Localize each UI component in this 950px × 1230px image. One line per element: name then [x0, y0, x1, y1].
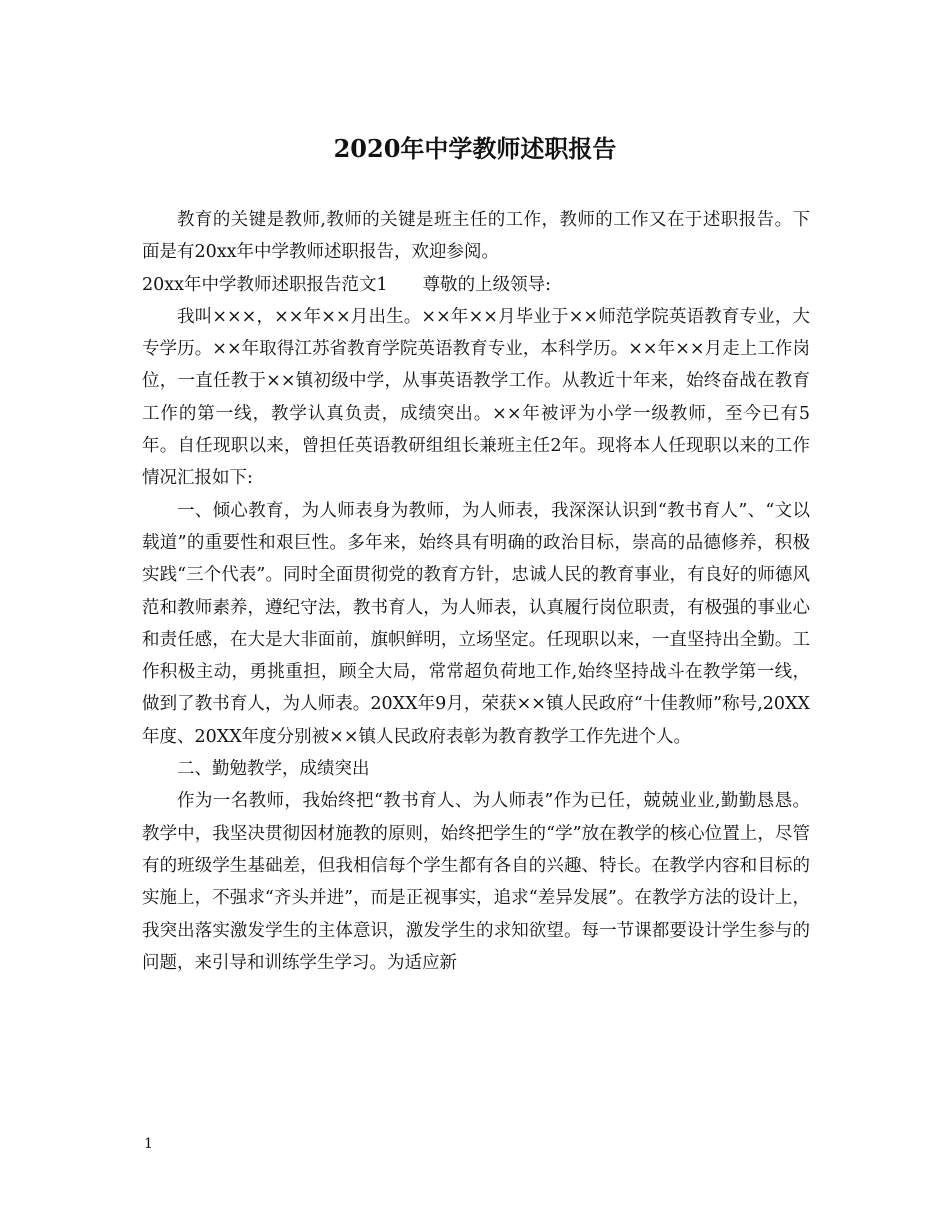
paragraph-section-two-body: 作为一名教师，我始终把“教书育人、为人师表”作为已任，兢兢业业,勤勤恳恳。教学中，我坚决贯彻因材施教的原则，始终把学生的“学”放在教学的核心位置上，尽管有的班级学生基础差，但我相信每个学生都有各自的兴趣、特长。在教学内容和目标的实施上，不强求“齐头并进”，而是正视事实，追求“差异发展”。在教学方法的设计上，我突出落实激发学生的主体意识，激发学生的求知欲望。每一节课都要设计学生参与的问题，来引导和训练学生学习。为适应新 [142, 791, 810, 973]
page-number: 1 [144, 1136, 153, 1152]
paragraph-sample-heading: 20xx年中学教师述职报告范文1 尊敬的上级领导: [142, 274, 552, 295]
paragraph-self-introduction: 我叫×××，××年××月出生。××年××月毕业于××师范学院英语教育专业，大专学历。××年取得江苏省教育学院英语教育专业，本科学历。××年××月走上工作岗位，一直任教于××镇初级中学，从事英语教学工作。从教近十年来，始终奋战在教育工作的第一线，教学认真负责，成绩突出。××年被评为小学一级教师，至今已有5年。自任现职以来，曾担任英语教研组组长兼班主任2年。现将本人任现职以来的工作情况汇报如下: [142, 306, 810, 489]
paragraph-intro: 教育的关键是教师,教师的关键是班主任的工作，教师的工作又在于述职报告。下面是有20xx年中学教师述职报告，欢迎参阅。 [142, 210, 810, 263]
paragraph-section-one: 一、倾心教育，为人师表身为教师，为人师表，我深深认识到“教书育人”、“文以载道”的重要性和艰巨性。多年来，始终具有明确的政治目标，崇高的品德修养，积极实践“三个代表”。同时全面贯彻党的教育方针，忠诚人民的教育事业，有良好的师德风范和教师素养，遵纪守法，教书育人，为人师表，认真履行岗位职责，有极强的事业心和责任感，在大是大非面前，旗帜鲜明，立场坚定。任现职以来，一直坚持出全勤。工作积极主动，勇挑重担，顾全大局，常常超负荷地工作,始终坚持战斗在教学第一线，做到了教书育人，为人师表。20XX年9月，荣获××镇人民政府“十佳教师”称号,20XX年度、20XX年度分别被××镇人民政府表彰为教育教学工作先进个人。 [142, 500, 810, 747]
document-body [142, 204, 810, 979]
document-title: 2020年中学教师述职报告 [333, 134, 617, 163]
paragraph-section-two-heading: 二、勤勉教学，成绩突出 [177, 759, 370, 780]
